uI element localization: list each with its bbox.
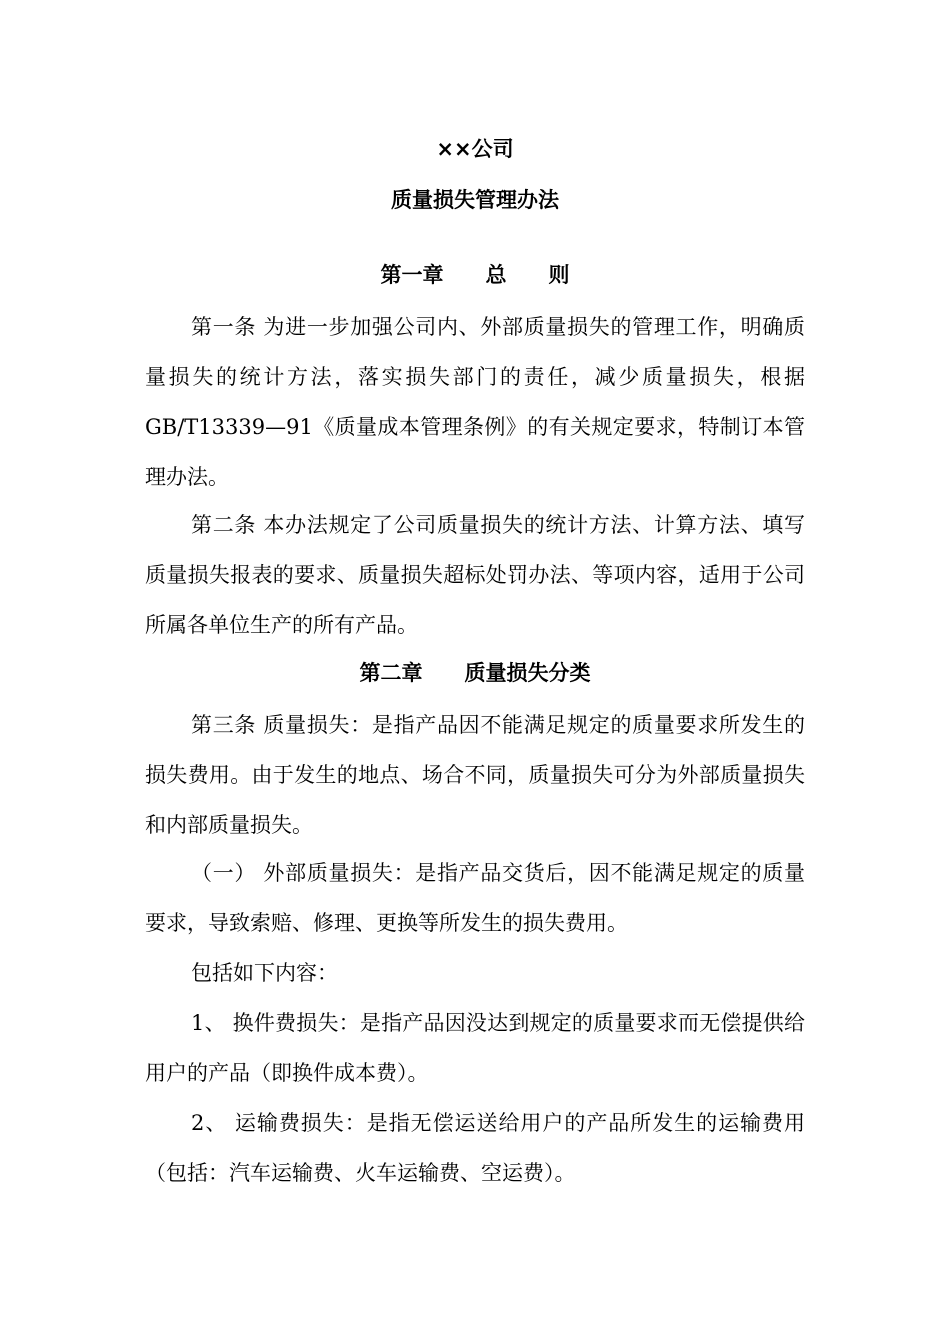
list-item-1: 1、 换件费损失：是指产品因没达到规定的质量要求而无偿提供给用户的产品（即换件成本费）。: [145, 1011, 805, 1085]
chapter-heading-1: 第一章 总 则: [380, 263, 570, 287]
company-name: ××公司: [436, 137, 514, 161]
chapter-heading-2: 第二章 质量损失分类: [359, 661, 591, 685]
article-3: 第三条 质量损失：是指产品因不能满足规定的质量要求所发生的损失费用。由于发生的地点、场合不同，质量损失可分为外部质量损失和内部质量损失。: [145, 713, 805, 837]
article-2: 第二条 本办法规定了公司质量损失的统计方法、计算方法、填写质量损失报表的要求、质量损失超标处罚办法、等项内容，适用于公司所属各单位生产的所有产品。: [145, 513, 805, 637]
article-1: 第一条 为进一步加强公司内、外部质量损失的管理工作，明确质量损失的统计方法，落实损失部门的责任，减少质量损失，根据GB/T13339—91《质量成本管理条例》的有关规定要求，特制订本管理办法。: [145, 315, 805, 489]
external-loss-item: （一） 外部质量损失：是指产品交货后，因不能满足规定的质量要求，导致索赔、修理、更换等所发生的损失费用。: [145, 861, 805, 935]
includes-line: 包括如下内容：: [191, 961, 338, 985]
document-title: 质量损失管理办法: [391, 188, 559, 212]
list-item-2: 2、 运输费损失：是指无偿运送给用户的产品所发生的运输费用（包括：汽车运输费、火车运输费、空运费）。: [145, 1111, 805, 1185]
